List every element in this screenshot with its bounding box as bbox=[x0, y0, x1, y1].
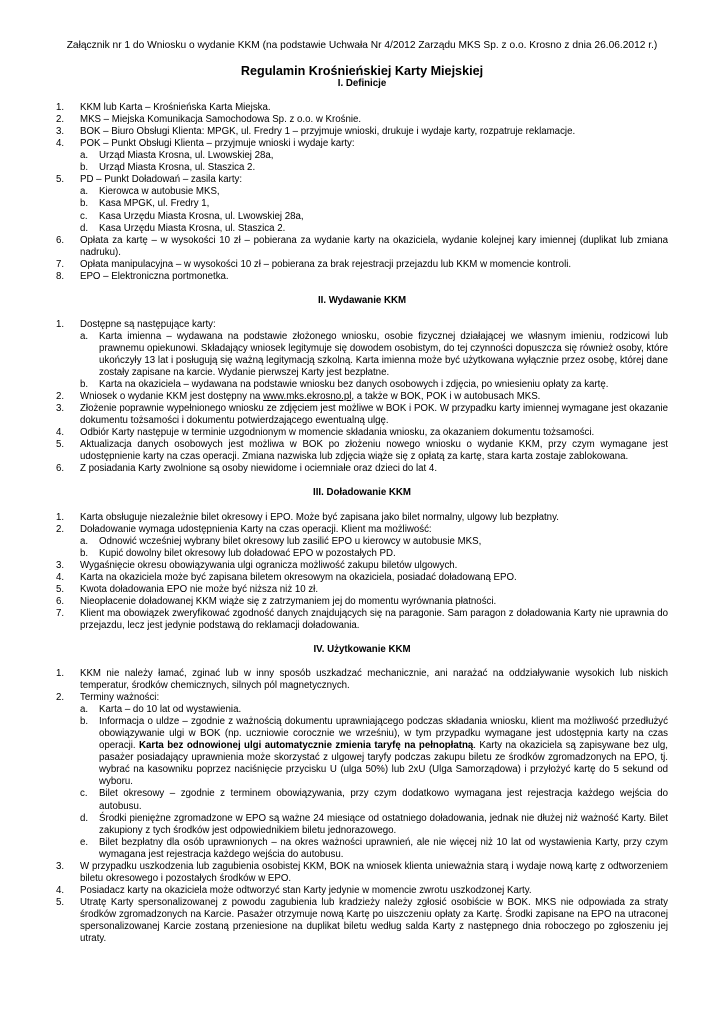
list-item bbox=[56, 403, 668, 427]
sub-item bbox=[80, 716, 668, 788]
item-text: Wygaśnięcie okresu obowiązywania ulgi ogranicza możliwość zakupu biletów ulgowych. bbox=[80, 559, 458, 571]
sub-item-letter: b. bbox=[80, 716, 89, 728]
item-number: 7. bbox=[56, 258, 65, 270]
item-body bbox=[80, 319, 668, 331]
item-text-after: , a także w BOK, POK i w autobusach MKS. bbox=[351, 391, 541, 403]
sub-item bbox=[80, 223, 668, 235]
item-text: Kierowca w autobusie MKS, bbox=[99, 186, 220, 198]
item-number: 4. bbox=[56, 427, 65, 439]
list-item bbox=[56, 126, 668, 138]
sub-item bbox=[80, 331, 668, 379]
sub-item-letter: e. bbox=[80, 836, 89, 848]
item-number: 3. bbox=[56, 559, 65, 571]
list-item bbox=[56, 885, 668, 897]
sub-item bbox=[80, 837, 668, 861]
list-item bbox=[56, 524, 668, 560]
item-text: Aktualizacja danych osobowych jest możliwa w BOK po złożeniu nowego wniosku o wydanie KKM, przy czym wymagane jest udostępnienie karty na czas operacji. Zmiana nazwiska lub zdjęcia wiąże się z opłatą za kartę, stara karta zostaje zablokowana. bbox=[80, 439, 668, 463]
list-item bbox=[56, 560, 668, 572]
website-link[interactable]: www.mks.ekrosno.pl bbox=[263, 391, 352, 403]
item-number: 7. bbox=[56, 607, 65, 619]
sub-item-letter: a. bbox=[80, 330, 89, 342]
sub-item-letter: c. bbox=[80, 210, 88, 222]
list-item bbox=[56, 114, 668, 126]
sub-item bbox=[80, 211, 668, 223]
list-item bbox=[56, 861, 668, 885]
sub-item-body bbox=[99, 813, 668, 837]
item-text: Kupić dowolny bilet okresowy lub doładować EPO w pozostałych PD. bbox=[99, 547, 396, 559]
item-text-before: Informacja o uldze – zgodnie z ważnością dokumentu uprawniającego podczas składania wniosku, klient ma możliwość przedłużyć obowiązywanie ulgi w BOK (np. uczniowie corocznie we wrześniu), w tym przypadku wymagane jest udostępnia karty na czas operacji. bbox=[99, 716, 668, 752]
item-body bbox=[80, 560, 668, 572]
sub-item-body bbox=[99, 548, 668, 560]
sub-item-body bbox=[99, 379, 668, 391]
section-title: II. Wydawanie KKM bbox=[317, 294, 407, 306]
sub-item bbox=[80, 548, 668, 560]
section-list bbox=[56, 319, 668, 476]
item-text: EPO – Elektroniczna portmonetka. bbox=[80, 270, 229, 282]
list-item bbox=[56, 608, 668, 632]
list-item bbox=[56, 596, 668, 608]
item-number: 4. bbox=[56, 571, 65, 583]
item-number: 6. bbox=[56, 234, 65, 246]
item-body bbox=[80, 235, 668, 259]
item-number: 2. bbox=[56, 523, 65, 535]
list-item bbox=[56, 138, 668, 174]
item-text: Złożenie poprawnie wypełnionego wniosku ze zdjęciem jest możliwe w BOK i POK. W przypadku karty imiennej wymagane jest okazanie dokumentu tożsamości i dokumentu potwierdzającego ewentualną ulgę. bbox=[80, 403, 668, 427]
sub-item bbox=[80, 162, 668, 174]
sub-item-letter: d. bbox=[80, 812, 89, 824]
item-text: KKM lub Karta – Krośnieńska Karta Miejska. bbox=[80, 102, 271, 114]
sub-item-body bbox=[99, 331, 668, 379]
item-body bbox=[80, 512, 668, 524]
item-text: Terminy ważności: bbox=[80, 692, 160, 704]
item-number: 3. bbox=[56, 860, 65, 872]
item-number: 3. bbox=[56, 403, 65, 415]
item-text: Kwota doładowania EPO nie może być niższa niż 10 zł. bbox=[80, 583, 319, 595]
item-body bbox=[80, 114, 668, 126]
document-title: Regulamin Krośnieńskiej Karty Miejskiej bbox=[240, 64, 484, 79]
list-item bbox=[56, 174, 668, 234]
sub-item-body bbox=[99, 223, 668, 235]
sub-item bbox=[80, 788, 668, 812]
section-list bbox=[56, 102, 668, 283]
list-item bbox=[56, 692, 668, 861]
sub-list bbox=[80, 331, 668, 391]
item-body bbox=[80, 259, 668, 271]
item-body bbox=[80, 138, 668, 150]
section-list bbox=[56, 668, 668, 945]
section-title: I. Definicje bbox=[337, 78, 387, 90]
item-text: PD – Punkt Doładowań – zasila karty: bbox=[80, 174, 243, 186]
sub-item-body bbox=[99, 837, 668, 861]
item-body bbox=[80, 897, 668, 945]
item-text: POK – Punkt Obsługi Klienta – przyjmuje wnioski i wydaje karty: bbox=[80, 138, 355, 150]
sub-item-body bbox=[99, 788, 668, 812]
item-text: Urząd Miasta Krosna, ul. Staszica 2. bbox=[99, 162, 256, 174]
sub-item-letter: b. bbox=[80, 162, 89, 174]
item-body bbox=[80, 885, 668, 897]
sub-item-body bbox=[99, 211, 668, 223]
sub-list bbox=[80, 536, 668, 560]
item-number: 5. bbox=[56, 896, 65, 908]
list-item bbox=[56, 439, 668, 463]
item-number: 4. bbox=[56, 138, 65, 150]
sub-item-letter: d. bbox=[80, 222, 89, 234]
list-item bbox=[56, 319, 668, 391]
sub-item-letter: c. bbox=[80, 788, 88, 800]
sub-item-letter: a. bbox=[80, 186, 89, 198]
item-text: Posiadacz karty na okaziciela może odtworzyć stan Karty jedynie w momencie zwrotu uszkodzonej Karty. bbox=[80, 884, 532, 896]
item-text: Z posiadania Karty zwolnione są osoby niewidome i ociemniałe oraz dzieci do lat 4. bbox=[80, 463, 438, 475]
item-text: BOK – Biuro Obsługi Klienta: MPGK, ul. Fredry 1 – przyjmuje wnioski, drukuje i wydaje karty, rozpatruje reklamacje. bbox=[80, 126, 576, 138]
sub-item-body bbox=[99, 150, 668, 162]
sub-list bbox=[80, 186, 668, 234]
item-text: Karta na okaziciela – wydawana na podstawie wniosku bez danych osobowych i zdjęcia, po wniesieniu opłaty za kartę. bbox=[99, 379, 609, 391]
list-item bbox=[56, 271, 668, 283]
sub-item-body bbox=[99, 186, 668, 198]
item-number: 8. bbox=[56, 270, 65, 282]
item-text: W przypadku uszkodzenia lub zagubienia osobistej KKM, BOK na wniosek klienta unieważnia starą i wydaje nową kartę z odtworzeniem biletu okresowego i pozostałych środków w EPO. bbox=[80, 860, 668, 884]
item-text: Bilet okresowy – zgodnie z terminem obowiązywania, przy czym dodatkowo wymagana jest rejestracja każdego wejścia do autobusu. bbox=[99, 788, 668, 812]
item-text: Kasa Urzędu Miasta Krosna, ul. Staszica 2. bbox=[99, 222, 286, 234]
item-body bbox=[80, 102, 668, 114]
item-text: Karta imienna – wydawana na podstawie złożonego wniosku, osobie fizycznej działającej we własnym imieniu, rodzicowi lub prawnemu opiekunowi. Składający wniosek legitymuje się dowodem osobistym, do tej czynności dopuszcza się również osoby, które ukończyły 13 lat i posługują się ważną legitymacją szkolną. Karta imienna może być użytkowana wyłącznie przez osobę, której dane zostały zapisane na karcie. Wydanie pierwszej Karty jest bezpłatne. bbox=[99, 330, 668, 379]
section-list bbox=[56, 512, 668, 632]
sub-item-letter: b. bbox=[80, 198, 89, 210]
item-text-before: Wniosek o wydanie KKM jest dostępny na bbox=[80, 391, 264, 403]
sub-item bbox=[80, 704, 668, 716]
item-text: Utratę Karty spersonalizowanej z powodu zagubienia lub kradzieży należy zgłosić osobiście w BOK. MKS nie odpowiada za straty środków zgromadzonych na Karcie. Pasażer otrzymuje nową Kartę po uiszczeniu opłaty za Kartę. Środki zapisane na EPO na utraconej spersonalizowanej Karcie zostaną przeniesione na duplikat biletu według salda Karty z następnego dnia roboczego po zgłoszeniu jej utraty. bbox=[80, 896, 668, 945]
list-item bbox=[56, 391, 668, 403]
item-number: 2. bbox=[56, 391, 65, 403]
sub-item bbox=[80, 150, 668, 162]
sub-item bbox=[80, 536, 668, 548]
item-text: Karta obsługuje niezależnie bilet okresowy i EPO. Może być zapisana jako bilet normalny, ulgowy lub bezpłatny. bbox=[80, 511, 559, 523]
section-title: III. Doładowanie KKM bbox=[313, 487, 411, 499]
item-text: Kasa Urzędu Miasta Krosna, ul. Lwowskiej 28a, bbox=[99, 210, 304, 222]
list-item bbox=[56, 102, 668, 114]
section-title: IV. Użytkowanie KKM bbox=[313, 643, 411, 655]
item-body bbox=[80, 427, 668, 439]
item-text-after: . Karty na okaziciela są zapisywane bez ulg, pasażer posiadający uprawnienia może skorzystać z ulgowej taryfy podczas zakupu biletu ze środków zgromadzonych na EPO, tj. wybrać na kasowniku poprzez naciśnięcie przycisku U (ulga 50%) lub 2xU (Ulga Samorządowa) i przyłożyć kartę do 5 sekund od wyboru. bbox=[99, 740, 668, 788]
item-text: Opłata manipulacyjna – w wysokości 10 zł – pobierana za brak rejestracji przejazdu lub KKM w momencie kontroli. bbox=[80, 258, 572, 270]
item-body bbox=[80, 572, 668, 584]
sub-item-letter: a. bbox=[80, 704, 89, 716]
item-number: 1. bbox=[56, 102, 65, 114]
item-text: KKM nie należy łamać, zginać lub w inny sposób uszkadzać mechanicznie, ani narażać na oddziaływanie wysokich lub niskich temperatur, środków chemicznych, silnych pól magnetycznych. bbox=[80, 668, 668, 692]
sub-list bbox=[80, 150, 668, 174]
sub-item-letter: a. bbox=[80, 150, 89, 162]
item-number: 1. bbox=[56, 318, 65, 330]
item-body bbox=[80, 439, 668, 463]
item-body bbox=[80, 463, 668, 475]
sub-item-body bbox=[99, 536, 668, 548]
item-body bbox=[80, 524, 668, 536]
bold-emphasis: Karta bez odnowionej ulgi automatycznie zmienia taryfę na pełnopłatną bbox=[139, 740, 474, 752]
sub-item-letter: a. bbox=[80, 535, 89, 547]
item-number: 6. bbox=[56, 463, 65, 475]
item-body bbox=[80, 861, 668, 885]
item-text: Klient ma obowiązek zweryfikować zgodność danych znajdujących się na paragonie. Sam paragon z doładowania Karty nie uprawnia do przejazdu, lecz jest jedynie podstawą do reklamacji doładowania. bbox=[80, 607, 668, 631]
item-body bbox=[80, 584, 668, 596]
item-number: 5. bbox=[56, 583, 65, 595]
item-number: 3. bbox=[56, 126, 65, 138]
item-text: Opłata za kartę – w wysokości 10 zł – pobierana za wydanie karty na okaziciela, wydanie kolejnej kary imiennej (duplikat lub zmiana nadruku). bbox=[80, 234, 668, 258]
item-number: 6. bbox=[56, 595, 65, 607]
item-body bbox=[80, 271, 668, 283]
item-body bbox=[80, 391, 668, 403]
list-item bbox=[56, 668, 668, 692]
item-text: Kasa MPGK, ul. Fredry 1, bbox=[99, 198, 210, 210]
sub-item bbox=[80, 379, 668, 391]
sub-item bbox=[80, 198, 668, 210]
item-number: 5. bbox=[56, 439, 65, 451]
sub-item-body bbox=[99, 162, 668, 174]
document-body bbox=[56, 78, 668, 945]
item-text: Doładowanie wymaga udostępnienia Karty na czas operacji. Klient ma możliwość: bbox=[80, 523, 432, 535]
sub-item-body bbox=[99, 198, 668, 210]
list-item bbox=[56, 463, 668, 475]
item-text: Odnowić wcześniej wybrany bilet okresowy lub zasilić EPO u kierowcy w autobusie MKS, bbox=[99, 535, 482, 547]
item-number: 4. bbox=[56, 884, 65, 896]
sub-item-letter: b. bbox=[80, 379, 89, 391]
item-text: Odbiór Karty następuje w terminie uzgodnionym w momencie składania wniosku, za okazaniem dokumentu tożsamości. bbox=[80, 427, 595, 439]
item-number: 2. bbox=[56, 692, 65, 704]
item-text: Urząd Miasta Krosna, ul. Lwowskiej 28a, bbox=[99, 150, 274, 162]
header-note: Załącznik nr 1 do Wniosku o wydanie KKM (na podstawie Uchwała Nr 4/2012 Zarządu MKS Sp. z o.o. Krosno z dnia 26.06.2012 r.) bbox=[66, 40, 658, 51]
item-text: MKS – Miejska Komunikacja Samochodowa Sp. z o.o. w Krośnie. bbox=[80, 114, 362, 126]
sub-item-body bbox=[99, 716, 668, 788]
item-body bbox=[80, 692, 668, 704]
item-text: Dostępne są następujące karty: bbox=[80, 318, 216, 330]
list-item bbox=[56, 572, 668, 584]
item-text: Nieopłacenie doładowanej KKM wiąże się z zatrzymaniem jej do momentu wyrównania płatności. bbox=[80, 595, 497, 607]
item-text: Karta – do 10 lat od wystawienia. bbox=[99, 704, 242, 716]
item-body bbox=[80, 126, 668, 138]
item-number: 5. bbox=[56, 174, 65, 186]
item-number: 2. bbox=[56, 114, 65, 126]
list-item bbox=[56, 584, 668, 596]
list-item bbox=[56, 512, 668, 524]
item-number: 1. bbox=[56, 668, 65, 680]
item-text: Karta na okaziciela może być zapisana biletem okresowym na okaziciela, posiadać doładowaną EPO. bbox=[80, 571, 517, 583]
item-body bbox=[80, 608, 668, 632]
list-item bbox=[56, 427, 668, 439]
item-body bbox=[80, 668, 668, 692]
item-text: Bilet bezpłatny dla osób uprawnionych – na okres ważności uprawnień, ale nie więcej niż 10 lat od wystawienia Karty, przy czym wymagana jest rejestracja każdego wejścia do autobusu. bbox=[99, 836, 668, 860]
item-text: Środki pieniężne zgromadzone w EPO są ważne 24 miesiące od ostatniego doładowania, jednak nie dłużej niż ważność Karty. Bilet zakupiony z tych środków jest odpowiednikiem biletu jednorazowego. bbox=[99, 812, 668, 836]
list-item bbox=[56, 235, 668, 259]
sub-list bbox=[80, 704, 668, 861]
list-item bbox=[56, 259, 668, 271]
item-body bbox=[80, 174, 668, 186]
list-item bbox=[56, 897, 668, 945]
sub-item-body bbox=[99, 704, 668, 716]
item-number: 1. bbox=[56, 511, 65, 523]
sub-item bbox=[80, 813, 668, 837]
item-body bbox=[80, 403, 668, 427]
sub-item bbox=[80, 186, 668, 198]
sub-item-letter: b. bbox=[80, 547, 89, 559]
item-body bbox=[80, 596, 668, 608]
